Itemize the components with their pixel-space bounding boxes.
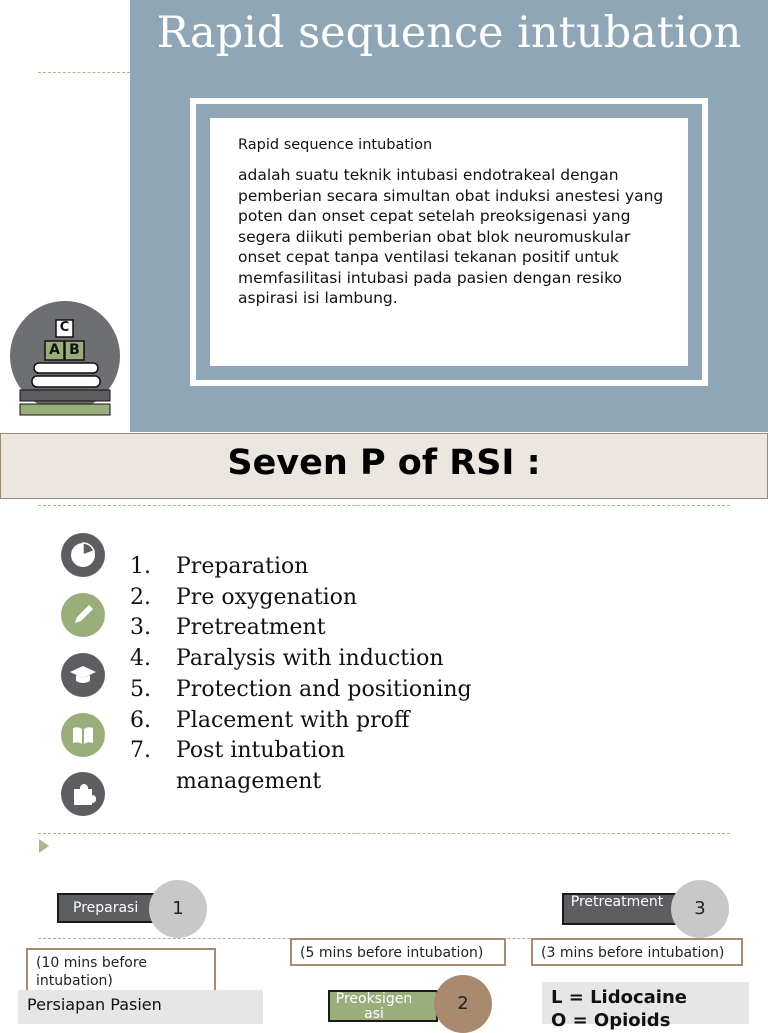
step-2-time: (5 mins before intubation) [290, 938, 506, 966]
step-3-badge: 3 [671, 880, 729, 938]
divider-upper [38, 505, 730, 506]
step-3-label-text: Pretreatment [570, 894, 664, 910]
step-2-label [328, 990, 438, 1022]
list-item-label: Preparation [176, 554, 309, 579]
logo-block-a: A [49, 342, 60, 358]
logo-block-b: B [69, 342, 80, 358]
seven-p-heading: Seven P of RSI : [227, 443, 541, 483]
list-item-label: Protection and positioning [176, 676, 472, 702]
step-3-detail-line1: L = Lidocaine [551, 987, 687, 1008]
list-item: 4. Paralysis with induction [130, 646, 444, 672]
divider-mid [38, 833, 730, 834]
list-item-label: Pre oxygenation [176, 584, 358, 610]
list-item-label: Paralysis with induction [176, 646, 444, 672]
seven-p-list [130, 552, 490, 798]
pie-chart-icon [61, 533, 105, 577]
arrow-marker-icon [38, 838, 50, 854]
step-3-label [562, 893, 688, 925]
list-item: 7. Post intubation management [130, 738, 345, 794]
book-icon [61, 713, 105, 757]
step-1-badge: 1 [149, 880, 207, 938]
step-1-label: Preparasi [57, 893, 167, 923]
definition-heading: Rapid sequence intubation [238, 137, 433, 153]
puzzle-icon [61, 772, 105, 816]
list-item: 5. Protection and positioning [130, 676, 472, 702]
list-item: 6. Placement with proff [130, 707, 410, 733]
definition-text: adalah suatu teknik intubasi endotrakeal dengan pemberian secara simultan obat induksi anestesi yang poten dan onset cepat setelah preoksigenasi yang segera diikuti pemberian obat blok neuromuskular onset cepat tanpa ventilasi tekanan positif untuk memfasilitasi intubasi pada pasien dengan resiko aspirasi isi lambung. [238, 166, 664, 307]
logo-block-c: C [59, 320, 70, 335]
step-3-time: (3 mins before intubation) [531, 938, 743, 966]
list-item-label: Post intubation management [176, 738, 345, 794]
step-1-time: (10 mins before intubation) [26, 948, 216, 992]
list-item: 1. Preparation [130, 554, 309, 579]
divider-top-left [38, 72, 130, 73]
step-2-badge: 2 [434, 975, 492, 1033]
list-item: 3. Pretreatment [130, 615, 326, 641]
step-1-detail: Persiapan Pasien [27, 995, 162, 1014]
list-item: 2. Pre oxygenation [130, 584, 358, 610]
step-3-detail-line2: O = Opioids [551, 1010, 671, 1031]
step-2-label-text: Preoksigenasi [335, 991, 413, 1022]
list-item-label: Pretreatment [176, 615, 326, 641]
list-item-label: Placement with proff [176, 707, 410, 733]
slide-title: Rapid sequence intubation [156, 8, 742, 58]
pencil-icon [61, 593, 105, 637]
graduation-cap-icon [61, 653, 105, 697]
